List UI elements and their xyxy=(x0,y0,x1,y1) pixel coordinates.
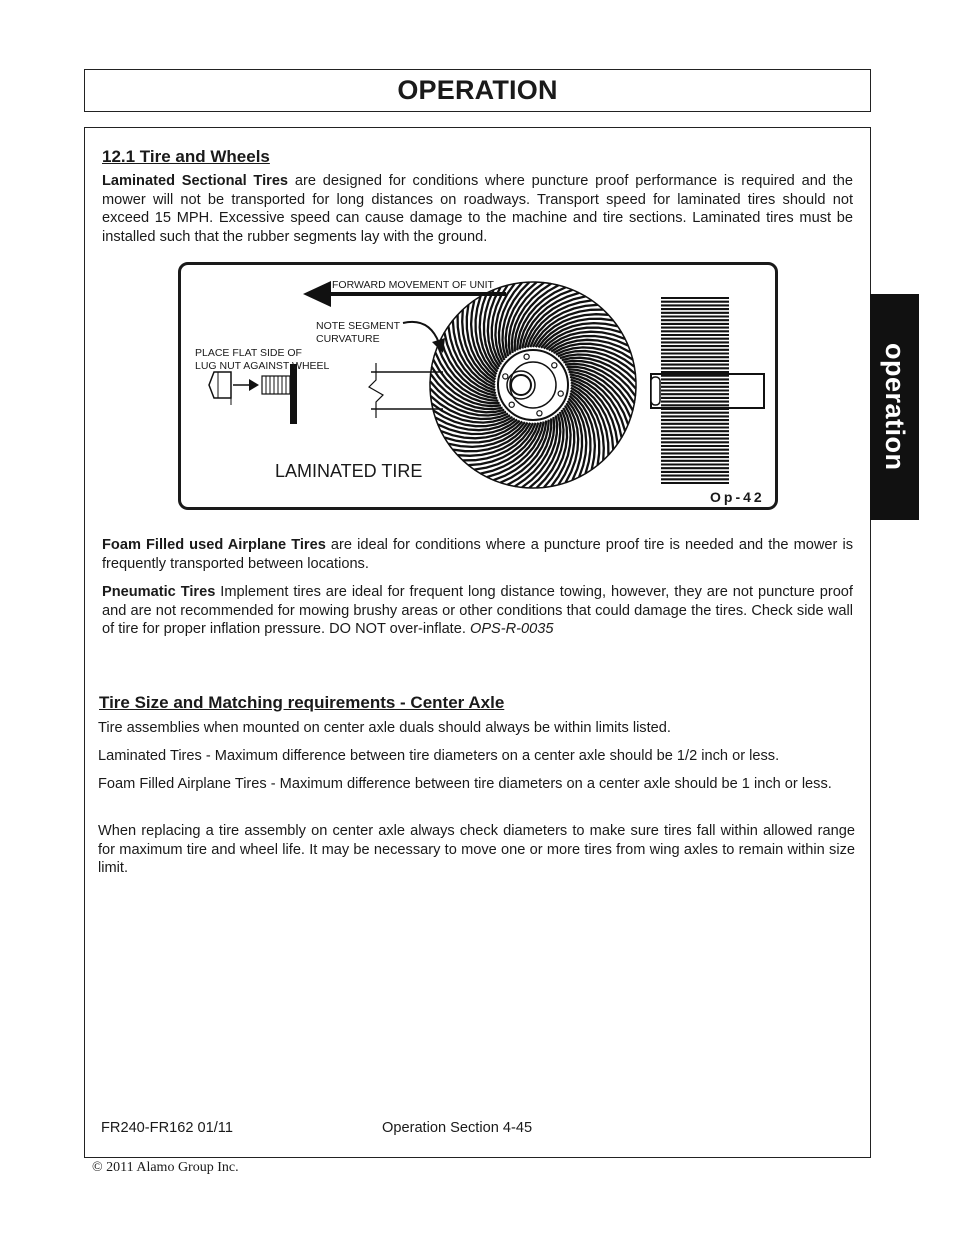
footer-page-number: Operation Section 4-45 xyxy=(382,1120,533,1136)
section-tab-label: operation xyxy=(880,343,910,471)
reference-code: OPS-R-0035 xyxy=(469,621,554,638)
segment-label-line2: CURVATURE xyxy=(316,333,380,345)
segment-label-line1: NOTE SEGMENT xyxy=(316,320,401,332)
paragraph-laminated xyxy=(102,172,853,246)
header-box xyxy=(84,69,871,112)
section-heading-tires: 12.1 Tire and Wheels xyxy=(102,147,270,166)
copyright: © 2011 Alamo Group Inc. xyxy=(92,1160,239,1175)
paragraph-laminated-limit: Laminated Tires - Maximum difference between tire diameters on a center axle should be 1/2 inch or less. xyxy=(98,748,780,764)
lug-label-line2: LUG NUT AGAINST WHEEL xyxy=(195,360,330,372)
term-foam: Foam Filled used Airplane Tires xyxy=(102,537,326,553)
paragraph-replacing: When replacing a tire assembly on center axle always check diameters to make sure tires fall within allowed range for maximum tire and wheel life. It may be necessary to move one or more tires from wing axles to remain within size limit. xyxy=(98,823,855,877)
paragraph-foam-text: are ideal for conditions where a puncture proof tire is needed and the mower is frequently transported between locations. xyxy=(102,537,854,572)
laminated-tire-label: LAMINATED TIRE xyxy=(275,461,423,481)
paragraph-laminated-text: are designed for conditions where puncture proof performance is required and the mower will not be transported for long distances on roadways. Transport speed for laminated tires should not exceed 15 MPH. Excessive speed can cause damage to the machine and tire sections. Laminated tires must be installed such that the rubber segments lay with the ground. xyxy=(102,173,854,245)
section-tab xyxy=(870,294,919,520)
forward-movement-label: FORWARD MOVEMENT OF UNIT xyxy=(332,279,494,291)
paragraph-assemblies: Tire assemblies when mounted on center axle duals should always be within limits listed. xyxy=(98,720,671,736)
laminated-tire-figure xyxy=(178,262,778,510)
term-pneumatic: Pneumatic Tires xyxy=(102,584,216,600)
page-title: OPERATION xyxy=(397,75,558,105)
figure-code: Op-42 xyxy=(710,489,765,505)
paragraph-pneumatic-text: Implement tires are ideal for frequent long distance towing, however, they are not puncture proof and are not recommended for mowing brushy areas or other conditions that could damage the tires. Check side wall of tire for proper inflation pressure. DO NOT over-inflate. xyxy=(102,584,853,638)
lug-label-line1: PLACE FLAT SIDE OF xyxy=(195,347,302,359)
term-laminated: Laminated Sectional Tires xyxy=(102,173,289,189)
section-heading-center-axle: Tire Size and Matching requirements - Center Axle xyxy=(99,693,505,712)
footer-model: FR240-FR162 01/11 xyxy=(101,1120,233,1136)
paragraph-pneumatic xyxy=(102,583,853,639)
tire-illustration xyxy=(181,265,778,510)
paragraph-foam-limit: Foam Filled Airplane Tires - Maximum difference between tire diameters on a center axle should be 1 inch or less. xyxy=(98,776,832,792)
paragraph-foam xyxy=(102,536,853,573)
